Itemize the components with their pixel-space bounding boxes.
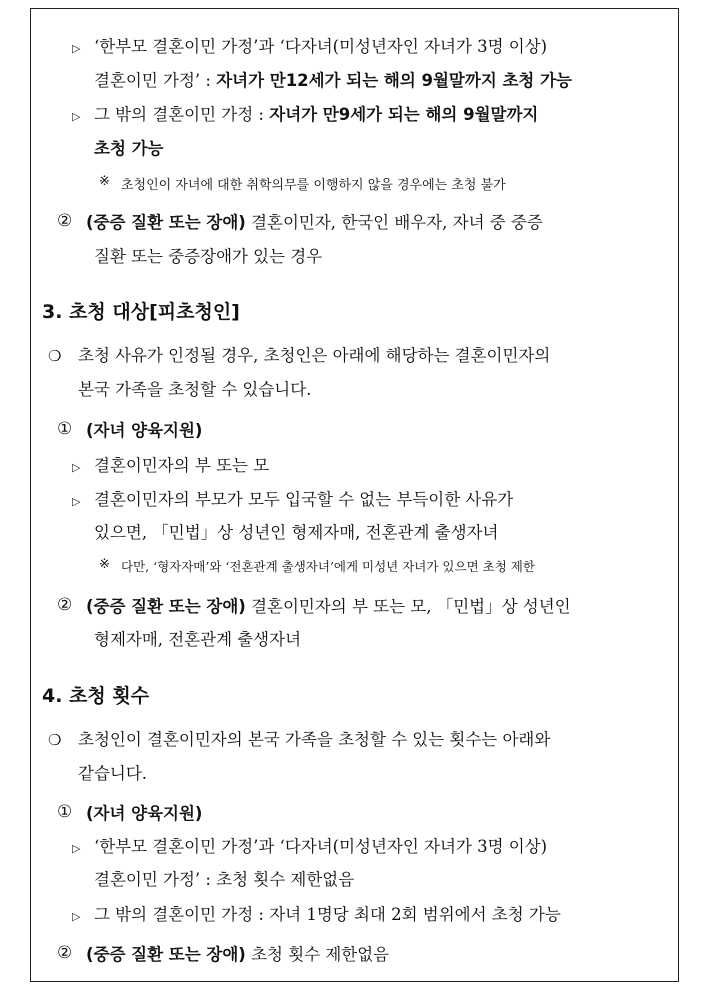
- note-mark: ※: [99, 557, 110, 572]
- sec2-item1-bullet1-emphasis: 자녀가 만12세가 되는 해의 9월말까지 초청 가능: [216, 71, 572, 90]
- sec3-item2-line1: [86, 596, 571, 618]
- sec3-item2-text: 결혼이민자의 부 또는 모, 「민법」상 성년인: [251, 597, 571, 616]
- sec3-item2-number: ②: [57, 595, 73, 615]
- sec3-item1-bullet1: 결혼이민자의 부 또는 모: [94, 456, 270, 475]
- sec3-note: 다만, ‘형자자매’와 ‘전혼관계 출생자녀’에게 미성년 자녀가 있으면 초청 제한: [121, 559, 535, 574]
- triangle-bullet-icon: ▷: [72, 461, 81, 474]
- note-mark: ※: [99, 174, 110, 189]
- sec4-item2-text: 초청 횟수 제한없음: [251, 945, 390, 964]
- sec3-item2-title: (중증 질환 또는 장애): [86, 597, 246, 616]
- sec2-item1-bullet2-prefix: 그 밖의 결혼이민 가정 :: [94, 105, 270, 124]
- sec3-item1-title: (자녀 양육지원): [86, 421, 203, 440]
- sec4-item2-title: (중증 질환 또는 장애): [86, 945, 246, 964]
- sec3-item1-bullet2-line2: 있으면, 「민법」상 성년인 형제자매, 전혼관계 출생자녀: [94, 523, 499, 542]
- sec2-item1-bullet2-line1: [94, 104, 538, 126]
- sec4-item1-bullet1-line1: ‘한부모 결혼이민 가정’과 ‘다자녀(미성년자인 자녀가 3명 이상): [94, 837, 548, 856]
- sec4-item1-bullet1-line2: 결혼이민 가정’ : 초청 횟수 제한없음: [94, 870, 355, 889]
- sec3-intro-line2: 본국 가족을 초청할 수 있습니다.: [78, 380, 312, 399]
- circle-bullet-icon: ❍: [48, 347, 62, 365]
- sec3-heading: 3. 초청 대상[피초청인]: [42, 301, 240, 323]
- sec2-item1-bullet2-line2: 초청 가능: [94, 139, 164, 158]
- sec4-intro-line2: 같습니다.: [78, 764, 148, 783]
- sec2-note: 초청인이 자녀에 대한 취학의무를 이행하지 않을 경우에는 초청 불가: [121, 178, 506, 193]
- sec2-item1-bullet1-line2: [94, 70, 572, 92]
- triangle-bullet-icon: ▷: [72, 910, 81, 923]
- sec3-item2-line2: 형제자매, 전혼관계 출생자녀: [94, 630, 302, 649]
- sec2-item1-bullet2-emphasis: 자녀가 만9세가 되는 해의 9월말까지: [269, 105, 539, 124]
- sec4-item1-bullet2: 그 밖의 결혼이민 가정 : 자녀 1명당 최대 2회 범위에서 초청 가능: [94, 905, 561, 924]
- sec2-item2-title: (중증 질환 또는 장애): [86, 213, 246, 232]
- sec4-heading: 4. 초청 횟수: [42, 685, 150, 707]
- sec4-item2-line: [86, 944, 389, 966]
- sec4-intro-line1: 초청인이 결혼이민자의 본국 가족을 초청할 수 있는 횟수는 아래와: [78, 730, 551, 749]
- triangle-bullet-icon: ▷: [72, 42, 81, 55]
- sec3-item1-number: ①: [57, 419, 73, 439]
- triangle-bullet-icon: ▷: [72, 110, 81, 123]
- sec3-intro-line1: 초청 사유가 인정될 경우, 초청인은 아래에 해당하는 결혼이민자의: [78, 346, 551, 365]
- sec4-item1-number: ①: [57, 802, 73, 822]
- sec3-item1-bullet2-line1: 결혼이민자의 부모가 모두 입국할 수 없는 부득이한 사유가: [94, 490, 514, 509]
- sec2-item2-number: ②: [57, 211, 73, 231]
- sec2-item2-text: 결혼이민자, 한국인 배우자, 자녀 중 중증: [251, 213, 543, 232]
- sec2-item1-bullet1-line1: ‘한부모 결혼이민 가정’과 ‘다자녀(미성년자인 자녀가 3명 이상): [94, 37, 548, 56]
- sec2-item1-bullet1-prefix: 결혼이민 가정’ :: [94, 71, 217, 90]
- triangle-bullet-icon: ▷: [72, 842, 81, 855]
- sec4-item2-number: ②: [57, 943, 73, 963]
- sec2-item2-line1: [86, 212, 543, 234]
- sec2-item2-line2: 질환 또는 중증장애가 있는 경우: [94, 247, 323, 266]
- sec4-item1-title: (자녀 양육지원): [86, 804, 203, 823]
- circle-bullet-icon: ❍: [48, 731, 62, 749]
- triangle-bullet-icon: ▷: [72, 495, 81, 508]
